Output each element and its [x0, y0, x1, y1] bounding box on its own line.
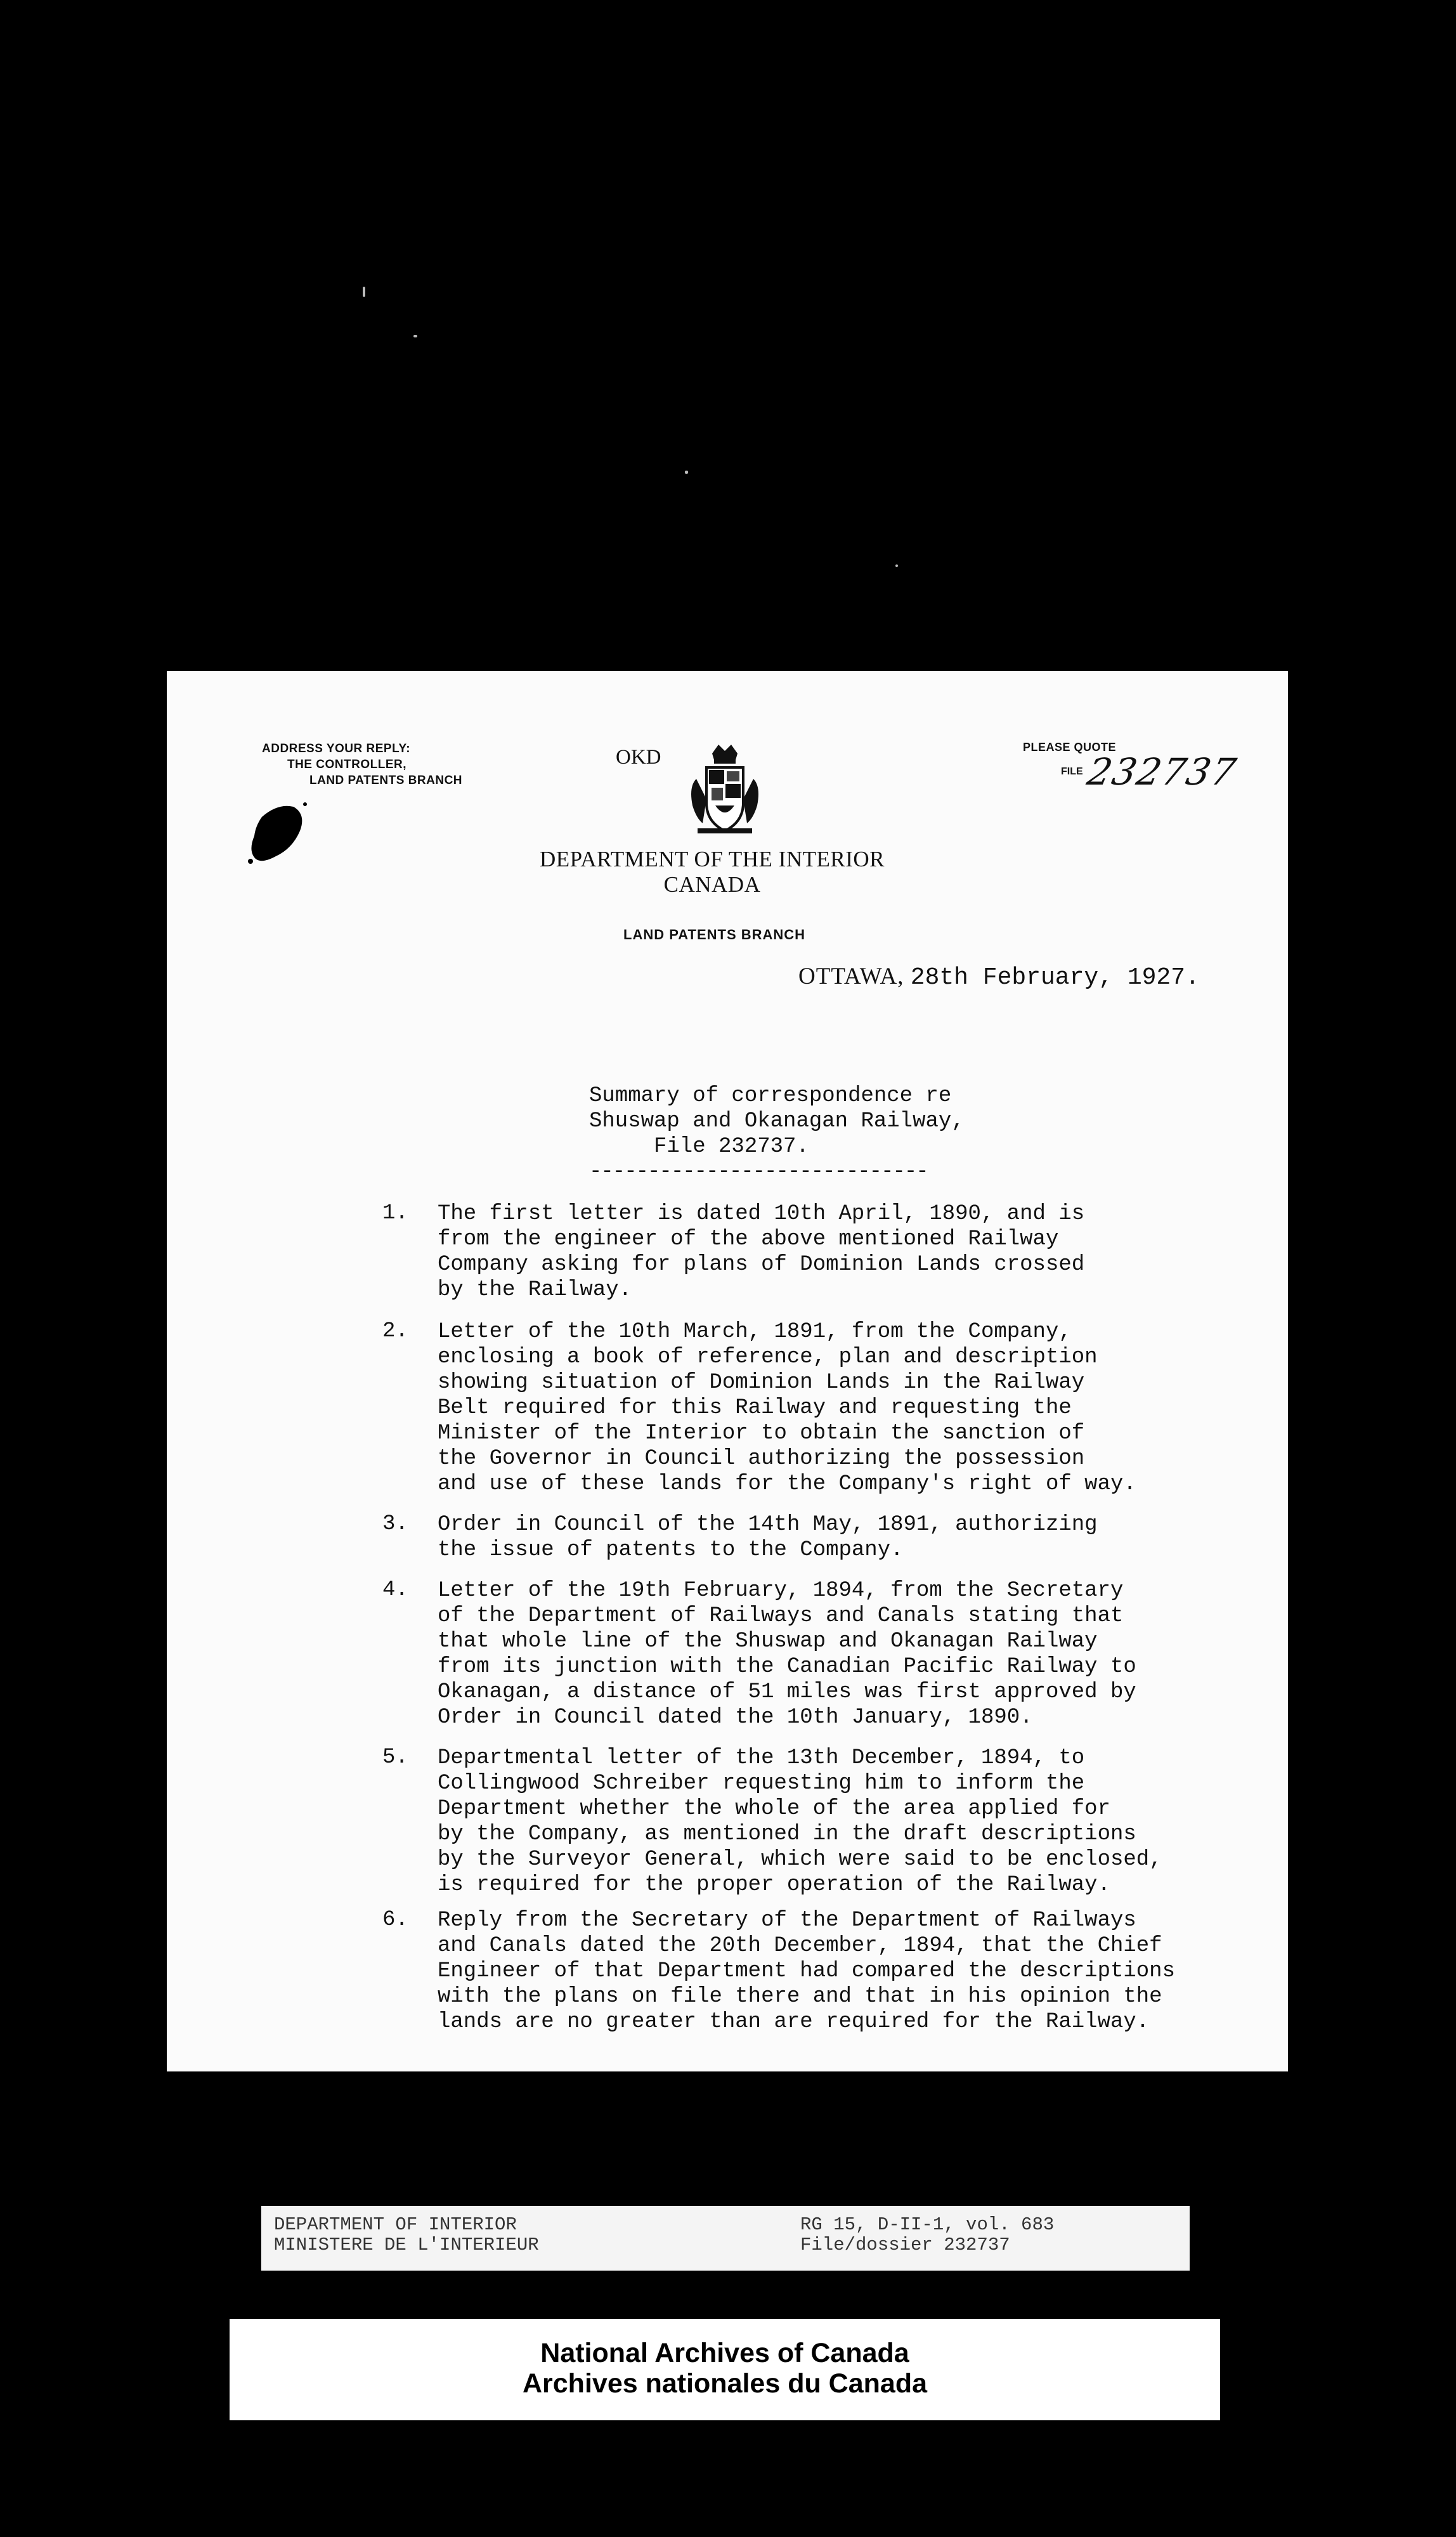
item-line: Reply from the Secretary of the Department of Railways — [438, 1908, 1136, 1933]
address-line: ADDRESS YOUR REPLY: — [262, 742, 411, 755]
item-line: from the engineer of the above mentioned Railway — [438, 1227, 1059, 1251]
list-item — [438, 1578, 1136, 1730]
item-number: 2. — [382, 1319, 408, 1343]
item-line: Minister of the Interior to obtain the sanction of — [438, 1421, 1085, 1445]
item-number: 4. — [382, 1578, 408, 1602]
item-line: the issue of patents to the Company. — [438, 1538, 904, 1562]
strip-department — [274, 2215, 539, 2255]
item-number: 1. — [382, 1201, 408, 1225]
address-line: LAND PATENTS BRANCH — [309, 774, 463, 787]
department-name: DEPARTMENT OF THE INTERIOR — [539, 847, 885, 871]
list-item — [438, 1512, 1098, 1563]
okd-initials: OKD — [616, 746, 661, 769]
item-line: Letter of the 19th February, 1894, from the Secretary — [438, 1579, 1124, 1603]
film-speck — [895, 564, 898, 567]
archives-label-en: National Archives of Canada — [540, 2338, 909, 2368]
department-country: CANADA — [663, 872, 761, 897]
ink-blot-mark — [243, 798, 319, 868]
address-line: THE CONTROLLER, — [287, 758, 406, 771]
strip-line: DEPARTMENT OF INTERIOR — [274, 2214, 517, 2235]
item-number: 6. — [382, 1908, 408, 1932]
item-line: lands are no greater than are required for the Railway. — [438, 2010, 1150, 2034]
item-line: that whole line of the Shuswap and Okanagan Railway — [438, 1629, 1098, 1653]
address-reply-block — [262, 741, 462, 788]
department-heading — [484, 847, 940, 897]
strip-line: RG 15, D-II-1, vol. 683 — [800, 2214, 1055, 2235]
item-line: Belt required for this Railway and requesting the — [438, 1396, 1072, 1420]
film-speck — [413, 335, 417, 337]
item-line: by the Surveyor General, which were said to be enclosed, — [438, 1848, 1162, 1872]
summary-line: File 232737. — [654, 1135, 809, 1159]
letter-page — [167, 671, 1288, 2071]
list-item — [438, 1319, 1136, 1497]
item-line: showing situation of Dominion Lands in the Railway — [438, 1371, 1085, 1395]
item-line: and Canals dated the 20th December, 1894, that the Chief — [438, 1934, 1162, 1958]
list-item — [438, 1745, 1162, 1898]
handwritten-file-number: 232737 — [1083, 750, 1241, 793]
date-place: OTTAWA, — [798, 963, 904, 989]
item-line: Department whether the whole of the area applied for — [438, 1797, 1110, 1821]
item-line: Order in Council dated the 10th January, 1890. — [438, 1705, 1033, 1730]
film-speck — [685, 471, 688, 474]
strip-line: File/dossier 232737 — [800, 2234, 1010, 2255]
film-speck — [363, 287, 365, 297]
item-line: is required for the proper operation of the Railway. — [438, 1873, 1110, 1897]
item-line: by the Company, as mentioned in the draft descriptions — [438, 1822, 1136, 1846]
item-line: Engineer of that Department had compared the descriptions — [438, 1959, 1175, 1983]
date-line — [798, 963, 1200, 991]
item-line: the Governor in Council authorizing the possession — [438, 1447, 1085, 1471]
item-number: 5. — [382, 1745, 408, 1770]
summary-line: Shuswap and Okanagan Railway, — [589, 1109, 965, 1133]
item-line: from its junction with the Canadian Pacific Railway to — [438, 1655, 1136, 1679]
coat-of-arms-icon — [684, 742, 766, 837]
branch-heading: LAND PATENTS BRANCH — [623, 927, 806, 942]
item-line: Collingwood Schreiber requesting him to inform the — [438, 1771, 1085, 1796]
item-number: 3. — [382, 1512, 408, 1536]
summary-line: Summary of correspondence re — [589, 1084, 952, 1108]
item-line: with the plans on file there and that in his opinion the — [438, 1985, 1162, 2009]
item-line: enclosing a book of reference, plan and description — [438, 1345, 1098, 1369]
archives-label — [230, 2319, 1220, 2420]
item-line: Okanagan, a distance of 51 miles was first approved by — [438, 1680, 1136, 1704]
item-line: Company asking for plans of Dominion Lands crossed — [438, 1253, 1085, 1277]
item-line: of the Department of Railways and Canals stating that — [438, 1604, 1124, 1628]
list-item — [438, 1908, 1175, 2035]
summary-title — [589, 1083, 965, 1185]
date-value: 28th February, 1927. — [910, 964, 1200, 991]
summary-rule: ----------------------------- — [589, 1160, 928, 1184]
file-label: FILE — [1061, 766, 1083, 777]
item-line: Departmental letter of the 13th December, 1894, to — [438, 1746, 1085, 1770]
item-line: by the Railway. — [438, 1278, 632, 1302]
item-line: Order in Council of the 14th May, 1891, authorizing — [438, 1513, 1098, 1537]
strip-reference — [800, 2215, 1054, 2255]
please-quote-label: PLEASE QUOTE — [1023, 741, 1117, 753]
item-line: and use of these lands for the Company's right of way. — [438, 1472, 1136, 1496]
archives-label-fr: Archives nationales du Canada — [522, 2368, 928, 2399]
list-item — [438, 1201, 1084, 1303]
archive-reference-strip — [261, 2206, 1190, 2271]
strip-line: MINISTERE DE L'INTERIEUR — [274, 2234, 539, 2255]
item-line: Letter of the 10th March, 1891, from the Company, — [438, 1320, 1072, 1344]
item-line: The first letter is dated 10th April, 1890, and is — [438, 1202, 1085, 1226]
